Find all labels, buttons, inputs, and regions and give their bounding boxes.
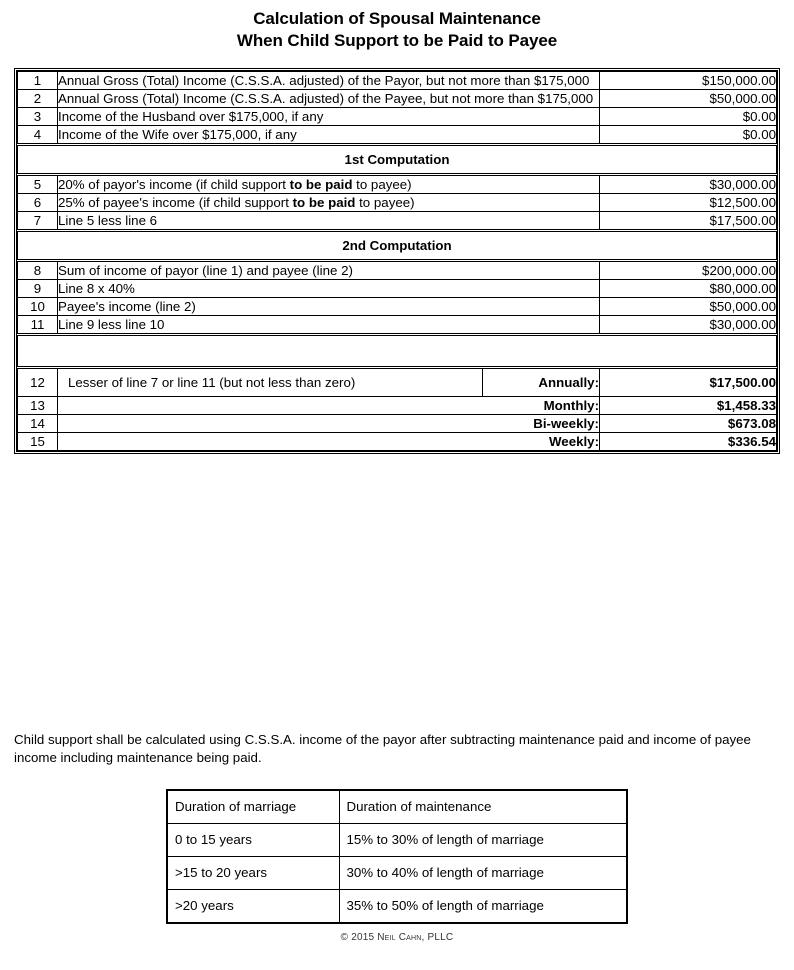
row-amount: $17,500.00 xyxy=(600,212,777,231)
duration-table-body xyxy=(167,790,627,923)
table-row xyxy=(18,298,777,316)
row-number: 5 xyxy=(18,175,58,194)
row-number: 4 xyxy=(18,126,58,145)
computation-band-row xyxy=(18,231,777,261)
row-amount: $336.54 xyxy=(600,433,777,451)
computation-band-label: 2nd Computation xyxy=(18,231,777,261)
row-description-cell xyxy=(58,415,600,433)
row-number: 10 xyxy=(18,298,58,316)
row-amount: $0.00 xyxy=(600,108,777,126)
table-row xyxy=(18,90,777,108)
row-amount: $1,458.33 xyxy=(600,397,777,415)
duration-table-row xyxy=(167,857,627,890)
row-description-pre: Annual Gross (Total) Income (C.S.S.A. adjusted) of the Payee, but not more than $175,000 xyxy=(58,91,594,106)
computation-band-label: 1st Computation xyxy=(18,145,777,175)
row-description xyxy=(58,261,600,280)
table-row xyxy=(18,280,777,298)
row-description-post: to payee) xyxy=(355,195,415,210)
row-description-pre: Line 8 x 40% xyxy=(58,281,135,296)
row-description xyxy=(58,397,482,414)
table-row xyxy=(18,126,777,145)
row-description xyxy=(58,72,600,90)
duration-column-header: Duration of marriage xyxy=(167,790,339,824)
row-description xyxy=(58,415,482,432)
row-amount: $30,000.00 xyxy=(600,316,777,335)
row-description-cell xyxy=(58,397,600,415)
page-title-line-2: When Child Support to be Paid to Payee xyxy=(236,31,558,50)
spousal-maintenance-calculation-table xyxy=(14,68,780,454)
row-number: 11 xyxy=(18,316,58,335)
row-number: 15 xyxy=(18,433,58,451)
row-description-pre: Payee's income (line 2) xyxy=(58,299,196,314)
row-amount: $30,000.00 xyxy=(600,175,777,194)
row-description xyxy=(58,108,600,126)
row-amount: $673.08 xyxy=(600,415,777,433)
duration-of-marriage-cell: 0 to 15 years xyxy=(167,824,339,857)
child-support-note: Child support shall be calculated using C.S.S.A. income of the payor after subtracting maintenance paid and income of payee income including maintenance being paid. xyxy=(14,732,751,765)
row-description-pre: Line 9 less line 10 xyxy=(58,317,165,332)
calculation-table-body xyxy=(18,72,777,451)
row-description-pre: Income of the Wife over $175,000, if any xyxy=(58,127,297,142)
duration-of-marriage-cell: >20 years xyxy=(167,890,339,924)
row-description-pre: Income of the Husband over $175,000, if any xyxy=(58,109,324,124)
row-number: 3 xyxy=(18,108,58,126)
table-row xyxy=(18,433,777,451)
page-title xyxy=(0,0,794,52)
duration-of-maintenance-cell: 30% to 40% of length of marriage xyxy=(339,857,627,890)
row-number: 12 xyxy=(18,368,58,397)
row-description xyxy=(58,298,600,316)
duration-table xyxy=(166,789,628,924)
row-description: Lesser of line 7 or line 11 (but not less than zero) xyxy=(58,369,483,396)
spacer-row xyxy=(18,335,777,368)
duration-of-marriage-cell: >15 to 20 years xyxy=(167,857,339,890)
row-description-post: to payee) xyxy=(352,177,412,192)
row-amount: $50,000.00 xyxy=(600,90,777,108)
row-description xyxy=(58,433,482,450)
row-description xyxy=(58,316,600,335)
table-row xyxy=(18,175,777,194)
row-description xyxy=(58,126,600,145)
table-row xyxy=(18,194,777,212)
row-amount: $12,500.00 xyxy=(600,194,777,212)
row-amount: $17,500.00 xyxy=(600,368,777,397)
row-number: 1 xyxy=(18,72,58,90)
row-description-pre: 20% of payor's income (if child support xyxy=(58,177,290,192)
row-number: 9 xyxy=(18,280,58,298)
duration-of-maintenance-cell: 35% to 50% of length of marriage xyxy=(339,890,627,924)
period-label: Bi-weekly: xyxy=(533,416,599,431)
duration-header-row xyxy=(167,790,627,824)
row-description xyxy=(58,90,600,108)
table-row xyxy=(18,316,777,335)
table-row xyxy=(18,212,777,231)
row-number: 6 xyxy=(18,194,58,212)
period-label: Weekly: xyxy=(548,434,599,449)
row-description-pre: Line 5 less line 6 xyxy=(58,213,158,228)
duration-column-header: Duration of maintenance xyxy=(339,790,627,824)
spacer-cell xyxy=(18,335,777,368)
row-description-pre: Annual Gross (Total) Income (C.S.S.A. adjusted) of the Payor, but not more than $175,000 xyxy=(58,73,590,88)
row-amount: $150,000.00 xyxy=(600,72,777,90)
row-description-emphasis: to be paid xyxy=(292,195,356,210)
row-description-pre: 25% of payee's income (if child support xyxy=(58,195,293,210)
row-number: 14 xyxy=(18,415,58,433)
table-row xyxy=(18,72,777,90)
row-description-emphasis: to be paid xyxy=(289,177,353,192)
row-description xyxy=(58,280,600,298)
row-amount: $0.00 xyxy=(600,126,777,145)
duration-table-row xyxy=(167,824,627,857)
row-description xyxy=(58,194,600,212)
duration-table-row xyxy=(167,890,627,924)
table-row xyxy=(18,397,777,415)
row-number: 7 xyxy=(18,212,58,231)
row-amount: $200,000.00 xyxy=(600,261,777,280)
table-row xyxy=(18,415,777,433)
duration-of-maintenance-cell: 15% to 30% of length of marriage xyxy=(339,824,627,857)
row-description xyxy=(58,212,600,231)
copyright-notice: © 2015 Neil Cahn, PLLC xyxy=(340,932,454,943)
row-description-cell xyxy=(58,368,600,397)
row-description xyxy=(58,175,600,194)
period-label: Monthly: xyxy=(543,398,599,413)
table-row xyxy=(18,261,777,280)
row-description-cell xyxy=(58,433,600,451)
table-row xyxy=(18,368,777,397)
row-number: 8 xyxy=(18,261,58,280)
row-description-pre: Sum of income of payor (line 1) and payee (line 2) xyxy=(58,263,353,278)
duration-of-maintenance-table xyxy=(166,789,628,924)
period-label: Annually: xyxy=(538,375,599,390)
calculation-table xyxy=(17,71,777,451)
row-amount: $80,000.00 xyxy=(600,280,777,298)
row-number: 2 xyxy=(18,90,58,108)
table-row xyxy=(18,108,777,126)
row-number: 13 xyxy=(18,397,58,415)
row-amount: $50,000.00 xyxy=(600,298,777,316)
page-title-line-1: Calculation of Spousal Maintenance xyxy=(253,9,541,28)
computation-band-row xyxy=(18,145,777,175)
